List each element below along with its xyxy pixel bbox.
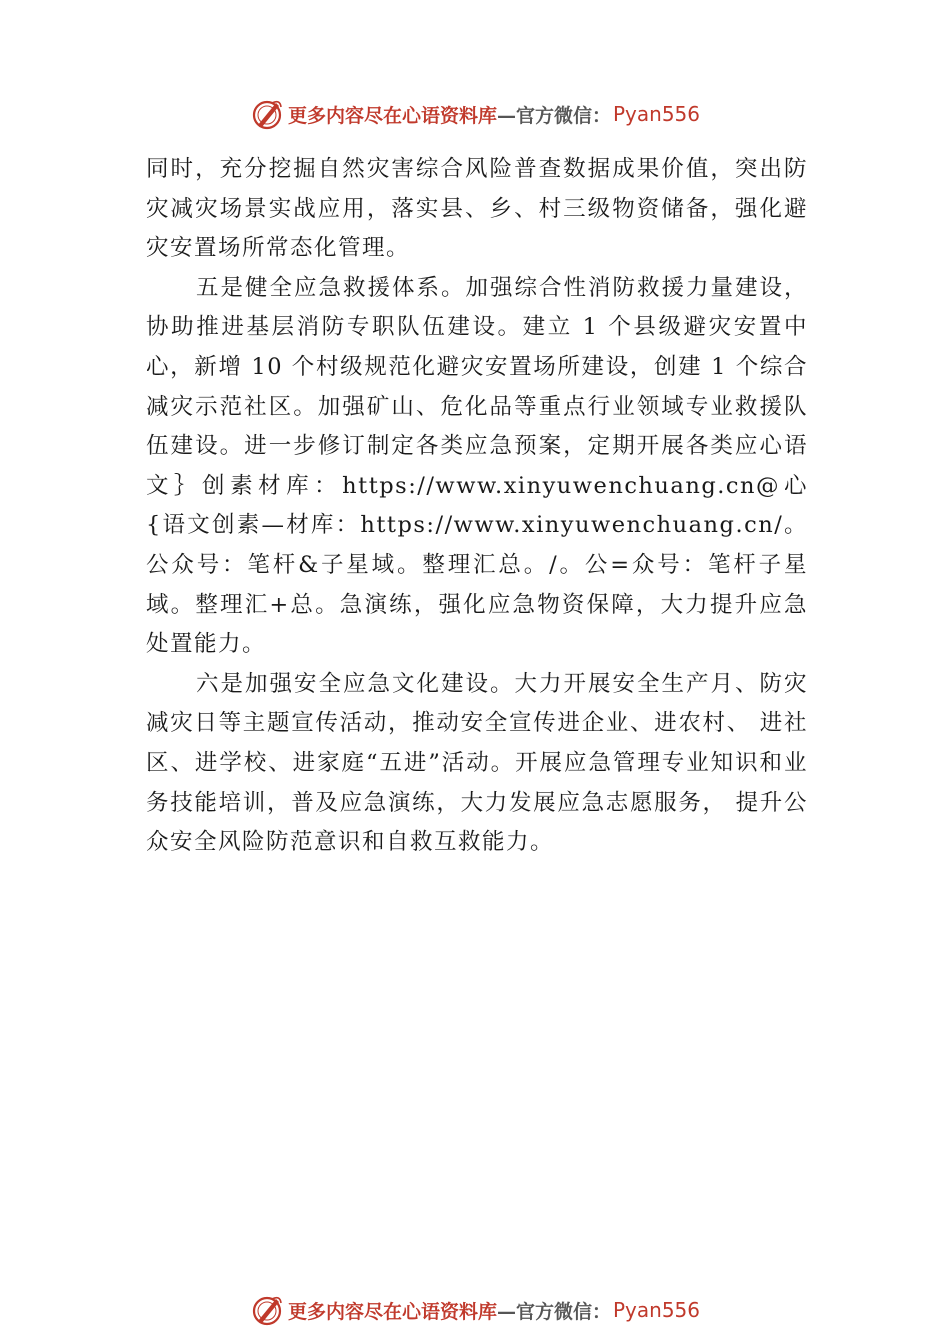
banner-wechat-label: —官方微信： — [496, 104, 611, 127]
paragraph-safety-culture: 六是加强安全应急文化建设。大力开展安全生产月、防灾减灾日等主题宣传活动，推动安全宣传进企业、进农村、 进社区、进学校、进家庭“五进”活动。开展应急管理专业知识和业务技能培训，普及应急演练，大力发展应急志愿服务， 提升公众安全风险防范意识和自救互救能力。 — [146, 670, 808, 856]
banner-slogan: 更多内容尽在心语资料库 — [287, 1300, 497, 1323]
quill-pen-seal-icon — [250, 97, 284, 131]
header-banner — [0, 94, 950, 134]
footer-banner — [0, 1290, 950, 1330]
document-body — [146, 150, 808, 863]
banner-wechat-id: Pyan556 — [613, 1298, 701, 1322]
banner-wechat-id: Pyan556 — [613, 102, 701, 126]
banner-wechat-label: —官方微信： — [496, 1300, 611, 1323]
paragraph-emergency-rescue: 五是健全应急救援体系。加强综合性消防救援力量建设，协助推进基层消防专职队伍建设。建立 1 个县级避灾安置中心，新增 10 个村级规范化避灾安置场所建设，创建 1 个综合减灾示范社区。加强矿山、危化品等重点行业领域专业救援队伍建设。进一步修订制定各类应急预案，定期开展各类应心语文｝创素材库：https://www.xinyuwenchuang.cn@心{语文创素—材库：https://www.xinyuwenchuang.cn/。公众号：笔杆&子星域。整理汇总。/。公=众号：笔杆子星域。整理汇+总。急演练，强化应急物资保障，大力提升应急处置能力。 — [146, 274, 808, 658]
banner-slogan: 更多内容尽在心语资料库 — [287, 104, 497, 127]
quill-pen-seal-icon — [250, 1293, 284, 1327]
paragraph-continuation: 同时，充分挖掘自然灾害综合风险普查数据成果价值，突出防灾减灾场景实战应用，落实县、乡、村三级物资储备，强化避灾安置场所常态化管理。 — [146, 156, 808, 262]
